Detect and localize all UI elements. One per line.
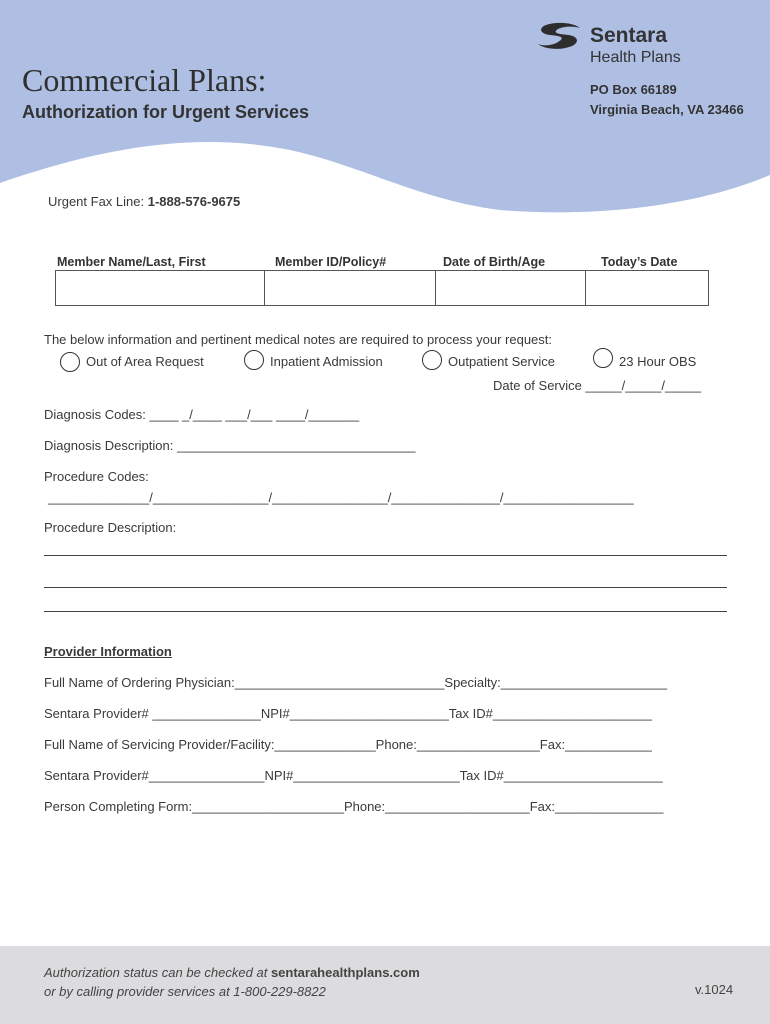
option-23-hour-label: 23 Hour OBS bbox=[619, 354, 697, 369]
sentara-logo-icon bbox=[536, 22, 584, 50]
dob-field[interactable] bbox=[435, 270, 587, 306]
date-of-service-field[interactable]: Date of Service _____/_____/_____ bbox=[493, 378, 702, 393]
header-member-name: Member Name/Last, First bbox=[57, 255, 206, 269]
radio-out-of-area[interactable] bbox=[60, 352, 80, 372]
procedure-description-line-1[interactable] bbox=[44, 555, 727, 556]
procedure-description-label: Procedure Description: bbox=[44, 520, 177, 535]
radio-inpatient-admission[interactable] bbox=[244, 350, 264, 370]
servicing-provider-ids-line[interactable]: Sentara Provider#________________NPI#_______________________Tax ID#______________________ bbox=[44, 768, 663, 783]
header-todays-date: Today’s Date bbox=[601, 255, 678, 269]
address-line-1: PO Box 66189 bbox=[590, 82, 677, 97]
member-name-field[interactable] bbox=[55, 270, 266, 306]
todays-date-field[interactable] bbox=[585, 270, 709, 306]
footer-website-link[interactable]: sentarahealthplans.com bbox=[270, 965, 420, 980]
page-title: Commercial Plans: bbox=[22, 62, 267, 98]
option-inpatient-label: Inpatient Admission bbox=[270, 354, 383, 369]
member-id-field[interactable] bbox=[264, 270, 437, 306]
header-member-id: Member ID/Policy# bbox=[275, 255, 387, 269]
person-completing-form-line[interactable]: Person Completing Form:_____________________Phone:____________________Fax:_______________ bbox=[44, 799, 664, 814]
procedure-codes-field[interactable]: ______________/________________/________________/_______________/__________________ bbox=[48, 490, 634, 505]
procedure-description-line-3[interactable] bbox=[44, 611, 727, 612]
fax-line bbox=[48, 194, 240, 209]
procedure-codes-label: Procedure Codes: bbox=[44, 469, 149, 484]
brand-subtitle: Health Plans bbox=[590, 49, 681, 66]
radio-outpatient-service[interactable] bbox=[422, 350, 442, 370]
ordering-provider-ids-line[interactable]: Sentara Provider# _______________NPI#______________________Tax ID#______________________ bbox=[44, 706, 652, 721]
instructions-text: The below information and pertinent medical notes are required to process your request: bbox=[44, 332, 553, 347]
page-subtitle: Authorization for Urgent Services bbox=[22, 102, 310, 122]
procedure-description-line-2[interactable] bbox=[44, 587, 727, 588]
radio-23-hour-obs[interactable] bbox=[593, 348, 613, 368]
version-label: v.1024 bbox=[695, 982, 734, 997]
address-line-2: Virginia Beach, VA 23466 bbox=[590, 102, 744, 117]
footer-status-line bbox=[44, 965, 420, 980]
footer-phone-line: or by calling provider services at 1-800-229-8822 bbox=[44, 984, 326, 999]
provider-info-heading: Provider Information bbox=[44, 644, 172, 659]
fax-label: Urgent Fax Line: bbox=[48, 194, 145, 209]
diagnosis-codes-field[interactable]: Diagnosis Codes: ____ _/____ ___/___ ____/_______ bbox=[44, 407, 360, 422]
brand-name: Sentara bbox=[590, 24, 668, 47]
servicing-provider-line[interactable]: Full Name of Servicing Provider/Facility:______________Phone:_________________Fax:____________ bbox=[44, 737, 652, 752]
footer-status-prefix: Authorization status can be checked at bbox=[44, 965, 268, 980]
option-out-of-area-label: Out of Area Request bbox=[86, 354, 204, 369]
option-outpatient-label: Outpatient Service bbox=[448, 354, 555, 369]
diagnosis-description-field[interactable]: Diagnosis Description: _________________________________ bbox=[44, 438, 416, 453]
ordering-physician-line[interactable]: Full Name of Ordering Physician:_____________________________Specialty:_______________________ bbox=[44, 675, 668, 690]
header-dob: Date of Birth/Age bbox=[443, 255, 546, 269]
fax-number: 1-888-576-9675 bbox=[147, 194, 241, 209]
